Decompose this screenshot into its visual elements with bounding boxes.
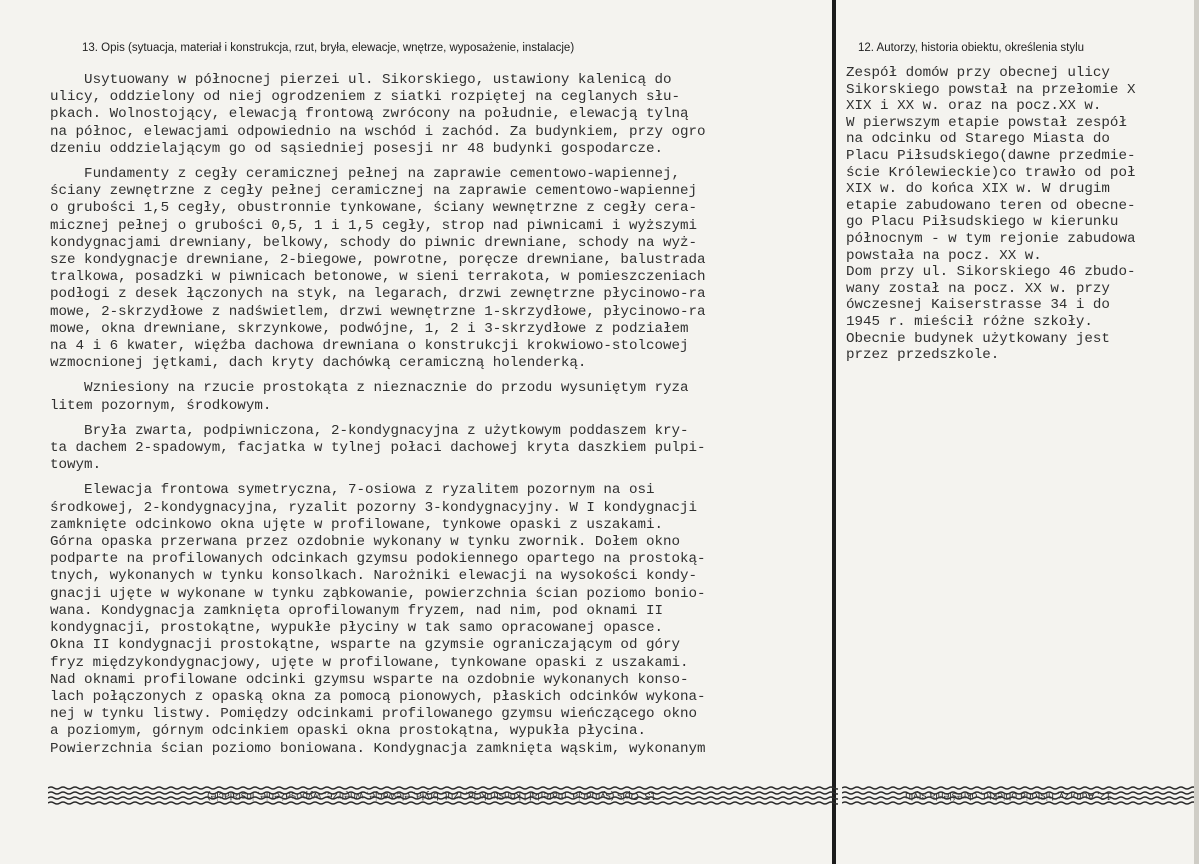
text-line: nej w tynku listwy. Pomiędzy odcinkami profilowanego gzymsu wieńczącego okno bbox=[50, 706, 698, 723]
text-line: mowe, 2-skrzydłowe z nadświetlem, drzwi wewnętrzne 1-skrzydłowe, płycinowo-ra bbox=[50, 303, 706, 320]
text-line: Usytuowany w północnej pierzei ul. Sikorskiego, ustawiony kalenicą do bbox=[50, 72, 672, 88]
text-line: go Placu Piłsudskiego w kierunku bbox=[846, 214, 1119, 231]
text-line: na odcinku od Starego Miasta do bbox=[846, 131, 1110, 148]
description-paragraph bbox=[50, 72, 832, 158]
text-line: podparte na profilowanych odcinkach gzymsu podokiennego opartego na prostoką- bbox=[50, 551, 706, 568]
text-line: ulicy, oddzielony od niej ogrodzeniem z siatki rozpiętej na ceglanych słu- bbox=[50, 89, 681, 106]
text-line: Fundamenty z cegły ceramicznej pełnej na zaprawie cementowo-wapiennej, bbox=[50, 166, 681, 183]
wave-line bbox=[48, 787, 838, 789]
footer-caption-right: 12. Autorzy, historia obiektu, określenia stylu bbox=[905, 790, 1112, 802]
text-line: ówczesnej Kaiserstrasse 34 i do bbox=[846, 297, 1110, 314]
text-line: XIX w. do końca XIX w. W drugim bbox=[846, 181, 1110, 198]
text-line: micznej pełnej o grubości 0,5, 1 i 1,5 cegły, strop nad piwnicami i wyższymi bbox=[50, 217, 698, 234]
text-line: kondygnacji, prostokątne, wypukłe płyciny w tak samo opracowanej opasce. bbox=[50, 620, 663, 637]
text-line: środkowej, 2-kondygnacyjna, ryzalit pozorny 3-kondygnacyjny. W I kondygnacji bbox=[50, 499, 698, 516]
text-line: towym. bbox=[50, 457, 102, 474]
text-line: podłogi z desek łączonych na styk, na legarach, drzwi zewnętrzne płycinowo-ra bbox=[50, 286, 706, 303]
text-line: 1945 r. mieścił różne szkoły. bbox=[846, 313, 1093, 330]
text-line: W pierwszym etapie powstał zespół bbox=[846, 114, 1127, 131]
text-line: pkach. Wolnostojący, elewacją frontową zwrócony na południe, elewacją tylną bbox=[50, 106, 689, 123]
text-line: Zespół domów przy obecnej ulicy bbox=[846, 65, 1110, 81]
description-text bbox=[50, 72, 832, 772]
text-line: Elewacja frontowa symetryczna, 7-osiowa z ryzalitem pozornym na osi bbox=[50, 482, 655, 499]
text-line: Obecnie budynek użytkowany jest bbox=[846, 330, 1110, 347]
text-line: powstała na pocz. XX w. bbox=[846, 247, 1042, 264]
history-text bbox=[846, 65, 1194, 385]
wave-line bbox=[842, 802, 1194, 804]
text-line: fryz międzykondygnacjowy, ujęte w profilowane, tynkowane opaski z uszakami. bbox=[50, 654, 689, 671]
text-line: litem pozornym, środkowym. bbox=[50, 397, 272, 414]
text-line: kondygnacjami drewniany, belkowy, schody do piwnic drewniane, schody na wyż- bbox=[50, 234, 698, 251]
paragraph-gap bbox=[50, 415, 832, 423]
text-line: północnym - w tym rejonie zabudowa bbox=[846, 230, 1136, 247]
text-line: ściany zewnętrzne z cegły pełnej ceramicznej na zaprawie cementowo-wapiennej bbox=[50, 183, 698, 200]
text-line: XIX i XX w. oraz na pocz.XX w. bbox=[846, 98, 1102, 115]
text-line: Bryła zwarta, podpiwniczona, 2-kondygnacyjna z użytkowym poddaszem kry- bbox=[50, 422, 689, 439]
page-edge bbox=[1194, 0, 1199, 864]
paragraph-gap bbox=[50, 158, 832, 166]
column-divider bbox=[832, 0, 836, 864]
text-line: Placu Piłsudskiego(dawne przedmie- bbox=[846, 147, 1136, 164]
text-line: wzmocnionej jętkami, dach kryty dachówką ceramiczną holenderką. bbox=[50, 355, 587, 372]
description-paragraph bbox=[50, 482, 832, 757]
text-line: lach połączonych z opaską okna za pomocą pionowych, płaskich odcinków wykona- bbox=[50, 688, 706, 705]
section-12-header: 12. Autorzy, historia obiektu, określenia stylu bbox=[858, 42, 1085, 54]
paragraph-gap bbox=[50, 474, 832, 482]
text-line: tnych, wykonanych w tynku konsolkach. Narożniki elewacji na wysokości kondy- bbox=[50, 568, 698, 585]
text-line: Sikorskiego powstał na przełomie X bbox=[846, 81, 1136, 98]
wave-line bbox=[48, 802, 838, 804]
text-line: Okna II kondygnacji prostokątne, wsparte na gzymsie ograniczającym od góry bbox=[50, 637, 681, 654]
text-line: Dom przy ul. Sikorskiego 46 zbudo- bbox=[846, 264, 1136, 281]
text-line: przez przedszkole. bbox=[846, 347, 1000, 364]
text-line: na 4 i 6 kwater, więźba dachowa drewniana o konstrukcji krokwiowo-stolcowej bbox=[50, 338, 689, 355]
text-line: ście Królewieckie)co trawło od poł bbox=[846, 164, 1136, 181]
description-paragraph bbox=[50, 423, 832, 475]
text-line: Wzniesiony na rzucie prostokąta z nieznacznie do przodu wysuniętym ryza bbox=[50, 380, 689, 397]
section-13-header: 13. Opis (sytuacja, materiał i konstrukcja, rzut, bryła, elewacje, wnętrze, wyposażenie, instalacje) bbox=[82, 42, 575, 54]
text-line: wany został na pocz. XX w. przy bbox=[846, 280, 1110, 297]
text-line: o grubości 1,5 cegły, obustronnie tynkowane, ściany wewnętrzne z cegły cera- bbox=[50, 200, 698, 217]
text-line: na północ, elewacjami odpowiednio na wschód i zachód. Za budynkiem, przy ogro bbox=[50, 123, 706, 140]
text-line: Nad oknami profilowane odcinki gzymsu wsparte na ozdobnie wykonanych konso- bbox=[50, 671, 689, 688]
description-paragraph bbox=[50, 380, 832, 414]
text-line: ta dachem 2-spadowym, facjatka w tylnej połaci dachowej kryta daszkiem pulpi- bbox=[50, 440, 706, 457]
text-line: sze kondygnacje drewniane, 2-biegowe, powrotne, poręcze drewniane, balustrada bbox=[50, 252, 706, 269]
form-footer bbox=[0, 782, 1199, 812]
text-line: gnacji ujęte w wykonane w tynku ząbkowanie, powierzchnia ścian poziomo bonio- bbox=[50, 585, 706, 602]
wave-line bbox=[842, 787, 1194, 789]
description-paragraph bbox=[50, 166, 832, 372]
text-line: wana. Kondygnacja zamknięta oprofilowanym fryzem, nad nim, pod oknami II bbox=[50, 602, 663, 619]
text-line: dzeniu oddzielającym go od sąsiedniej posesji nr 48 budynki gospodarcze. bbox=[50, 140, 663, 157]
text-line: Powierzchnia ścian poziomo boniowana. Kondygnacja zamknięta wąskim, wykonanym bbox=[50, 740, 706, 757]
footer-caption-left: 13. Opis (sytuacja, materiał i konstrukcja, rzut, bryła, elewacje, wnętrze, wyposażenie, instalacje) bbox=[207, 790, 657, 802]
text-line: mowe, okna drewniane, skrzynkowe, podwójne, 1, 2 i 3-skrzydłowe z podziałem bbox=[50, 320, 689, 337]
text-line: tralkowa, posadzki w piwnicach betonowe, w sieni terrakota, w pomieszczeniach bbox=[50, 269, 706, 286]
text-line: etapie zabudowano teren od obecne- bbox=[846, 197, 1136, 214]
text-line: a poziomym, górnym odcinkiem opaski okna prostokątna, wypukła płycina. bbox=[50, 723, 646, 740]
text-line: zamknięte odcinkowo okna ujęte w profilowane, tynkowe opaski z uszakami. bbox=[50, 516, 663, 533]
paragraph-gap bbox=[50, 372, 832, 380]
text-line: Górna opaska przerwana przez ozdobnie wykonany w tynku zwornik. Dołem okno bbox=[50, 534, 681, 551]
